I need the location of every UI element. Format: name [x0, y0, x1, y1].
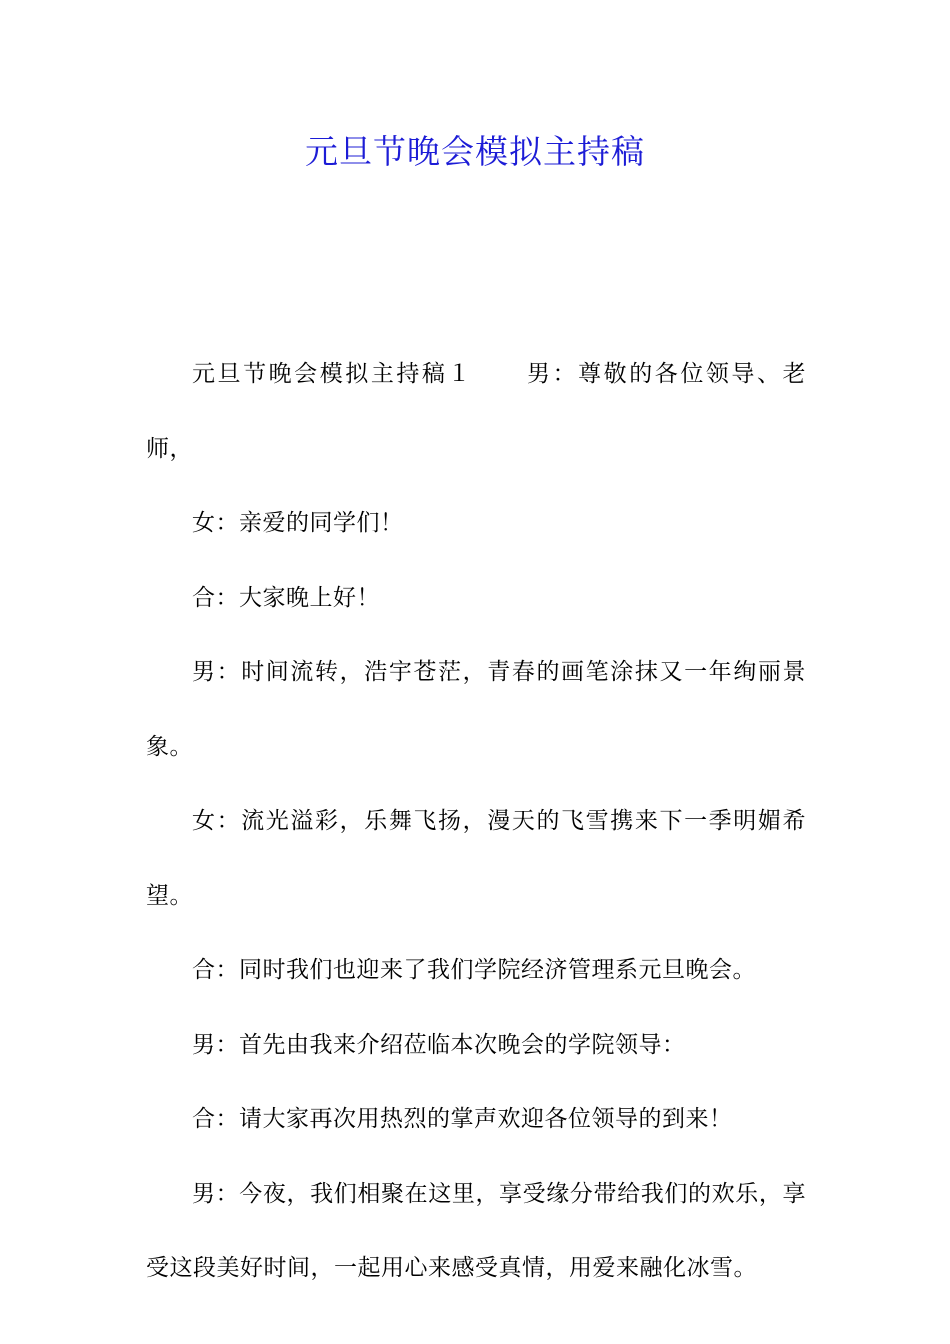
paragraph-1 [146, 337, 806, 486]
paragraph-8: 合：请大家再次用热烈的掌声欢迎各位领导的到来！ [192, 1106, 733, 1132]
paragraph-2: 女：亲爱的同学们！ [192, 510, 404, 536]
document-title: 元旦节晚会模拟主持稿 [305, 132, 645, 171]
paragraph-3: 合：大家晚上好！ [192, 584, 380, 611]
document-body [146, 337, 806, 1306]
paragraph-9: 男：今夜，我们相聚在这里，享受缘分带给我们的欢乐，享受这段美好时间，一起用心来感受真情，用爱来融化冰雪。 [146, 1180, 806, 1281]
paragraph-5: 女：流光溢彩，乐舞飞扬，漫天的飞雪携来下一季明媚希望。 [146, 808, 806, 909]
paragraph-1-heading: 元旦节晚会模拟主持稿１ [192, 361, 473, 387]
paragraph-7: 男：首先由我来介绍莅临本次晚会的学院领导： [192, 1031, 686, 1058]
paragraph-4: 男：时间流转，浩宇苍茫，青春的画笔涂抹又一年绚丽景象。 [146, 659, 806, 760]
paragraph-1-text: 男：尊敬的各位领导、老师， [146, 361, 807, 462]
paragraph-6: 合：同时我们也迎来了我们学院经济管理系元旦晚会。 [192, 957, 756, 983]
